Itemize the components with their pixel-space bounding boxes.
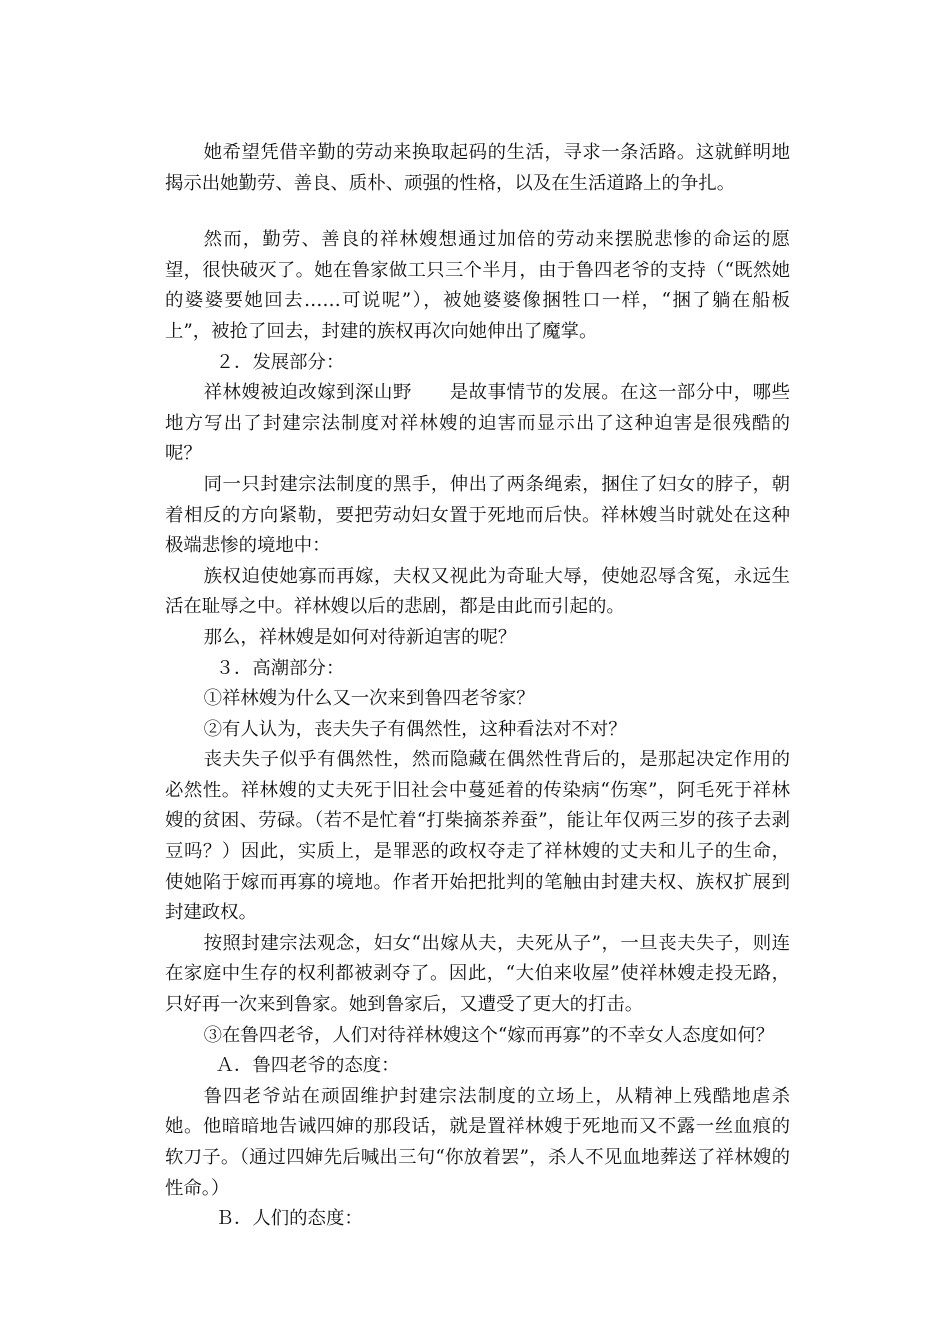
question-item-1: ①祥林嫂为什么又一次来到鲁四老爷家？ [203,688,535,710]
question-item-2: ②有人认为，丧夫失子有偶然性，这种看法对不对？ [203,718,627,740]
paragraph-question-new-persecution: 那么，祥林嫂是如何对待新迫害的呢？ [203,626,517,648]
paragraph-hope-shattered: 然而，勤劳、善良的祥林嫂想通过加倍的劳动来摆脱悲惨的命运的愿望，很快破灭了。她在鲁家做工只三个半月，由于鲁四老爷的支持（“既然她的婆婆要她回去……可说呢”），被她婆婆像捆牲口一样，“捆了躺在船板上”，被抢了回去，封建的族权再次向她伸出了魔掌。 [165,229,790,342]
paragraph-clan-power: 族权迫使她寡而再嫁，夫权又视此为奇耻大辱，使她忍辱含冤，永远生活在耻辱之中。祥林嫂以后的悲剧，都是由此而引起的。 [165,565,790,618]
subheading-lu-attitude: Ａ．鲁四老爷的态度： [215,1055,400,1077]
section-heading-development: ２．发展部分： [215,351,345,373]
paragraph-feudal-concept: 按照封建宗法观念，妇女“出嫁从夫，夫死从子”，一旦丧夫失子，则连在家庭中生存的权利都被剥夺了。因此，“大伯来收屋”使祥林嫂走投无路，只好再一次来到鲁家。她到鲁家后，又遭受了更大的打击。 [165,932,790,1016]
question-item-3: ③在鲁四老爷，人们对待祥林嫂这个“嫁而再寡”的不幸女人态度如何？ [203,1024,775,1046]
paragraph-forced-remarriage: 祥林嫂被迫改嫁到深山野 是故事情节的发展。在这一部分中，哪些地方写出了封建宗法制度对祥林嫂的迫害而显示出了这种迫害是很残酷的呢？ [165,382,790,465]
paragraph-necessity: 丧夫失子似乎有偶然性，然而隐藏在偶然性背后的，是那起决定作用的必然性。祥林嫂的丈夫死于旧社会中蔓延着的传染病“伤寒”，阿毛死于祥林嫂的贫困、劳碌。（若不是忙着“打柴摘茶养蚕”，能让年仅两三岁的孩子去剥豆吗？）因此，实质上，是罪恶的政权夺走了祥林嫂的丈夫和儿子的生命，使她陷于嫁而再寡的境地。作者开始把批判的笔触由封建夫权、族权扩展到封建政权。 [165,749,790,924]
paragraph-lu-attitude: 鲁四老爷站在顽固维护封建宗法制度的立场上，从精神上残酷地虐杀她。他暗暗地告诫四婶的那段话，就是置祥林嫂于死地而又不露一丝血痕的软刀子。（通过四婶先后喊出三句“你放着罢”，杀人不见血地葬送了祥林嫂的性命。） [165,1085,790,1199]
subheading-people-attitude: Ｂ．人们的态度： [215,1208,363,1230]
paragraph-black-hand: 同一只封建宗法制度的黑手，伸出了两条绳索，捆住了妇女的脖子，朝着相反的方向紧勒，要把劳动妇女置于死地而后快。祥林嫂当时就处在这种极端悲惨的境地中： [165,473,790,557]
paragraph-intro-hope: 她希望凭借辛勤的劳动来换取起码的生活，寻求一条活路。这就鲜明地揭示出她勤劳、善良、质朴、顽强的性格，以及在生活道路上的争扎。 [165,142,790,194]
document-body [165,138,790,1235]
section-heading-climax: ３．高潮部分： [215,657,345,679]
